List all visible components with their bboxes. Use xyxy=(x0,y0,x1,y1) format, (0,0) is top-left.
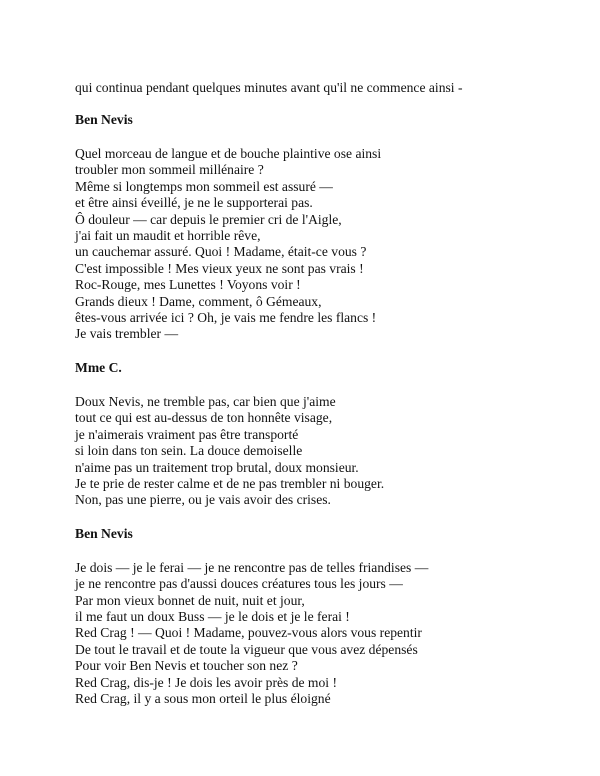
verse-line: il me faut un doux Buss — je le dois et je le ferai ! xyxy=(75,608,350,624)
verse-line: tout ce qui est au-dessus de ton honnête visage, xyxy=(75,410,333,426)
verse-block xyxy=(75,394,575,509)
speaker-name: Ben Nevis xyxy=(75,112,133,127)
verse-line: Doux Nevis, ne tremble pas, car bien que j'aime xyxy=(75,393,336,409)
verse-line: Red Crag, il y a sous mon orteil le plus éloigné xyxy=(75,690,331,706)
speaker-name: Mme C. xyxy=(75,359,122,375)
verse-line: si loin dans ton sein. La douce demoiselle xyxy=(75,443,303,459)
verse-line: troubler mon sommeil millénaire ? xyxy=(75,162,264,178)
section-ben-nevis-1 xyxy=(75,112,575,343)
speaker-name: Ben Nevis xyxy=(75,525,133,541)
verse-line: Par mon vieux bonnet de nuit, nuit et jour, xyxy=(75,592,305,608)
verse-line: Red Crag ! — Quoi ! Madame, pouvez-vous alors vous repentir xyxy=(75,625,422,641)
verse-line: Grands dieux ! Dame, comment, ô Gémeaux, xyxy=(75,293,322,309)
verse-line: Quel morceau de langue et de bouche plaintive ose ainsi xyxy=(75,146,382,161)
verse-line: Non, pas une pierre, ou je vais avoir des crises. xyxy=(75,492,331,508)
verse-line: et être ainsi éveillé, je ne le supporterai pas. xyxy=(75,195,313,211)
verse-line: Je vais trembler — xyxy=(75,326,179,342)
verse-block xyxy=(75,560,575,708)
verse-line: Je te prie de rester calme et de ne pas trembler ni bouger. xyxy=(75,475,385,491)
verse-line: Roc-Rouge, mes Lunettes ! Voyons voir ! xyxy=(75,277,301,293)
verse-line: Pour voir Ben Nevis et toucher son nez ? xyxy=(75,658,298,674)
verse-block xyxy=(75,146,575,343)
intro-line: qui continua pendant quelques minutes avant qu'il ne commence ainsi - xyxy=(75,80,463,95)
verse-line: n'aime pas un traitement trop brutal, doux monsieur. xyxy=(75,459,359,475)
page-content xyxy=(75,80,575,707)
verse-line: Red Crag, dis-je ! Je dois les avoir près de moi ! xyxy=(75,674,337,690)
verse-line: je ne rencontre pas d'aussi douces créatures tous les jours — xyxy=(75,576,403,592)
verse-line: Ô douleur — car depuis le premier cri de l'Aigle, xyxy=(75,211,342,227)
verse-line: un cauchemar assuré. Quoi ! Madame, était-ce vous ? xyxy=(75,244,367,260)
verse-line: C'est impossible ! Mes vieux yeux ne sont pas vrais ! xyxy=(75,260,364,276)
verse-line: Même si longtemps mon sommeil est assuré — xyxy=(75,178,333,194)
verse-line: j'ai fait un maudit et horrible rêve, xyxy=(75,228,261,244)
verse-line: je n'aimerais vraiment pas être transporté xyxy=(75,426,299,442)
verse-line: êtes-vous arrivée ici ? Oh, je vais me fendre les flancs ! xyxy=(75,310,377,326)
section-mme-c xyxy=(75,360,575,509)
verse-line: De tout le travail et de toute la vigueur que vous avez dépensés xyxy=(75,641,418,657)
section-ben-nevis-2 xyxy=(75,526,575,708)
verse-line: Je dois — je le ferai — je ne rencontre pas de telles friandises — xyxy=(75,559,429,575)
